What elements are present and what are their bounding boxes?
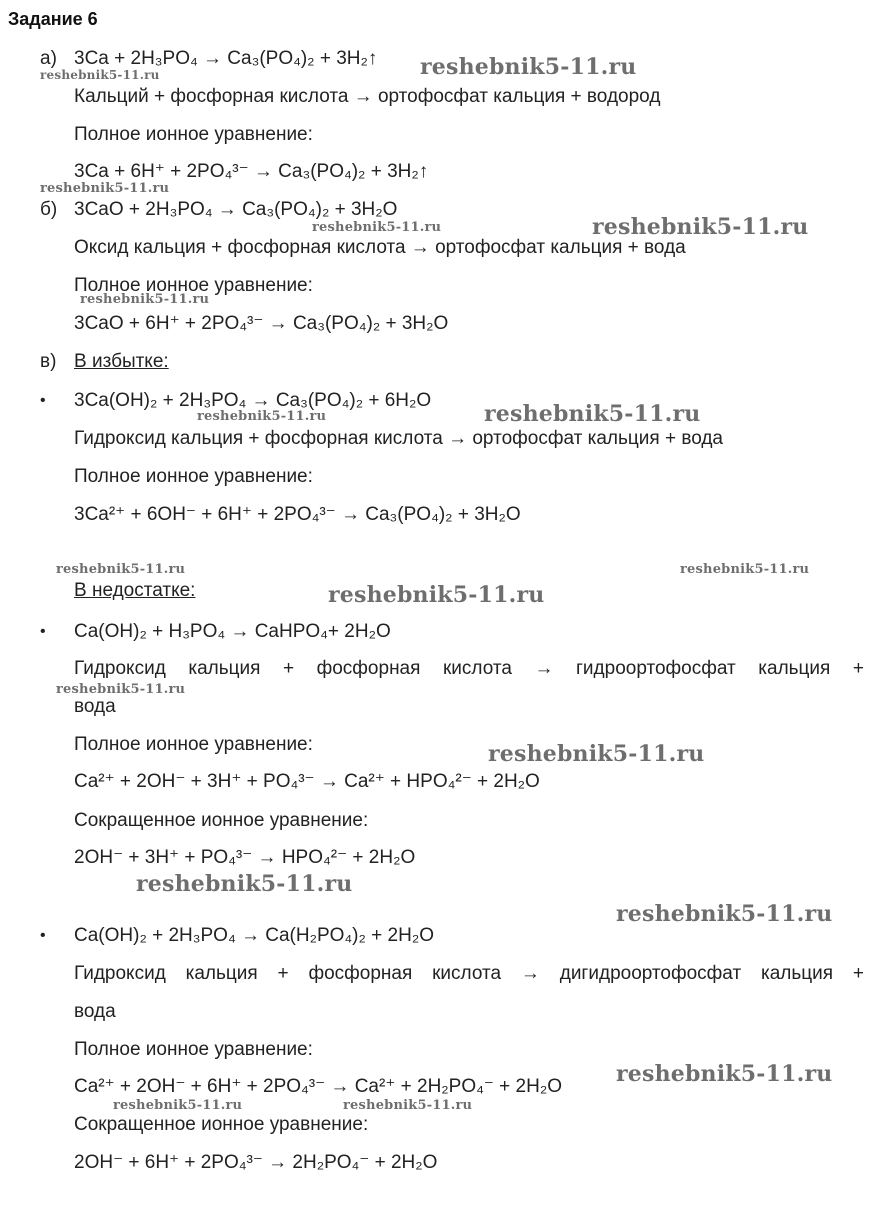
watermark: reshebnik5-11.ru [136,871,353,897]
section-b-words: Оксид кальция + фосфорная кислота → ортофосфат кальция + вода [74,237,686,258]
deficit1-ionic: Ca²⁺ + 2OH⁻ + 3H⁺ + PO₄³⁻ → Ca²⁺ + HPO₄²⁻ + 2H₂O [74,771,540,792]
deficit1-short: 2OH⁻ + 3H⁺ + PO₄³⁻ → HPO₄²⁻ + 2H₂O [74,847,416,868]
watermark: reshebnik5-11.ru [680,562,810,577]
deficit2-short: 2OH⁻ + 6H⁺ + 2PO₄³⁻ → 2H₂PO₄⁻ + 2H₂O [74,1152,438,1173]
bullet-deficit2: • [40,927,46,944]
excess-words: Гидроксид кальция + фосфорная кислота → ортофосфат кальция + вода [74,428,723,449]
deficit2-ionic-label: Полное ионное уравнение: [74,1039,313,1060]
bullet-excess: • [40,392,46,409]
task-title: Задание 6 [8,9,98,29]
deficit-heading: В недостатке: [74,580,196,601]
deficit1-words-line1: Гидроксид кальция + фосфорная кислота → гидроортофосфат кальция + [74,658,864,679]
watermark: reshebnik5-11.ru [40,181,170,196]
excess-ionic: 3Ca²⁺ + 6OH⁻ + 6H⁺ + 2PO₄³⁻ → Ca₃(PO₄)₂ + 3H₂O [74,504,521,525]
excess-equation: 3Ca(OH)₂ + 2H₃PO₄ → Ca₃(PO₄)₂ + 6H₂O [74,390,432,411]
watermark: reshebnik5-11.ru [616,901,833,927]
deficit2-words-line1: Гидроксид кальция + фосфорная кислота → дигидроортофосфат кальция + [74,963,864,984]
section-b-ionic-label: Полное ионное уравнение: [74,275,313,296]
watermark: reshebnik5-11.ru [40,68,160,82]
section-a-words: Кальций + фосфорная кислота → ортофосфат кальция + водород [74,86,661,107]
excess-ionic-label: Полное ионное уравнение: [74,466,313,487]
deficit2-words-line2: вода [74,1001,116,1022]
watermark: reshebnik5-11.ru [420,54,637,80]
watermark: reshebnik5-11.ru [616,1061,833,1087]
deficit1-ionic-label: Полное ионное уравнение: [74,734,313,755]
section-a-equation: 3Ca + 2H₃PO₄ → Ca₃(PO₄)₂ + 3H₂↑ [74,48,378,69]
watermark: reshebnik5-11.ru [592,214,809,240]
section-b-equation: 3CaO + 2H₃PO₄ → Ca₃(PO₄)₂ + 3H₂O [74,199,398,220]
watermark: reshebnik5-11.ru [488,741,705,767]
watermark: reshebnik5-11.ru [80,292,210,307]
deficit1-short-label: Сокращенное ионное уравнение: [74,810,369,831]
section-v-label: в) [40,351,57,372]
deficit1-equation: Ca(OH)₂ + H₃PO₄ → CaHPO₄+ 2H₂O [74,621,391,642]
section-b-label: б) [40,199,58,220]
watermark: reshebnik5-11.ru [113,1098,243,1113]
section-a-label: а) [40,48,57,69]
section-a-ionic: 3Ca + 6H⁺ + 2PO₄³⁻ → Ca₃(PO₄)₂ + 3H₂↑ [74,161,429,182]
watermark: reshebnik5-11.ru [328,582,545,608]
watermark: reshebnik5-11.ru [197,409,327,424]
section-b-ionic: 3CaO + 6H⁺ + 2PO₄³⁻ → Ca₃(PO₄)₂ + 3H₂O [74,313,449,334]
deficit1-words-line2: вода [74,696,116,717]
watermark: reshebnik5-11.ru [484,401,701,427]
watermark: reshebnik5-11.ru [56,562,186,577]
watermark: reshebnik5-11.ru [56,682,186,697]
watermark: reshebnik5-11.ru [312,220,442,235]
bullet-deficit1: • [40,623,46,640]
excess-heading: В избытке: [74,351,169,372]
deficit2-short-label: Сокращенное ионное уравнение: [74,1114,369,1135]
watermark: reshebnik5-11.ru [343,1098,473,1113]
section-a-ionic-label: Полное ионное уравнение: [74,124,313,145]
deficit2-ionic: Ca²⁺ + 2OH⁻ + 6H⁺ + 2PO₄³⁻ → Ca²⁺ + 2H₂PO₄⁻ + 2H₂O [74,1076,562,1097]
deficit2-equation: Ca(OH)₂ + 2H₃PO₄ → Ca(H₂PO₄)₂ + 2H₂O [74,925,434,946]
